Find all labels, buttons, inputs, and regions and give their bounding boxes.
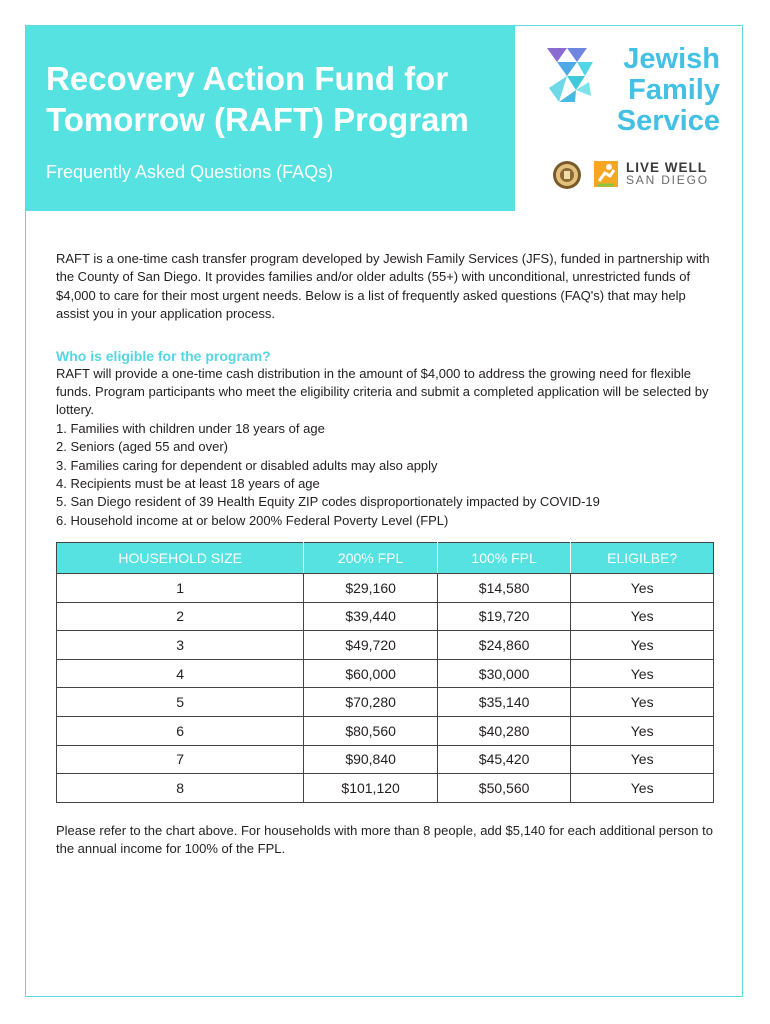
cell-eligible: Yes [571, 745, 714, 774]
criteria-item: 6. Household income at or below 200% Federal Poverty Level (FPL) [56, 512, 449, 528]
cell-200-fpl: $29,160 [304, 574, 437, 603]
cell-100-fpl: $45,420 [437, 745, 570, 774]
cell-eligible: Yes [571, 602, 714, 631]
jfs-wordmark [596, 44, 720, 137]
criteria-item: 4. Recipients must be at least 18 years of age [56, 476, 320, 492]
cell-100-fpl: $50,560 [437, 774, 570, 803]
cell-eligible: Yes [571, 659, 714, 688]
cell-100-fpl: $35,140 [437, 688, 570, 717]
cell-200-fpl: $60,000 [304, 659, 437, 688]
table-row [57, 659, 714, 688]
cell-100-fpl: $14,580 [437, 574, 570, 603]
cell-eligible: Yes [571, 774, 714, 803]
footer-note: Please refer to the chart above. For households with more than 8 people, add $5,140 for each additional person to the annual income for 100% of the FPL. [56, 823, 713, 857]
cell-100-fpl: $40,280 [437, 716, 570, 745]
eligibility-body: RAFT will provide a one-time cash distribution in the amount of $4,000 to address the growing need for flexible funds. Program participants who meet the eligibility criteria and submit a completed application will be selected by lottery. [56, 365, 709, 418]
cell-household-size: 8 [57, 774, 304, 803]
cell-200-fpl: $39,440 [304, 602, 437, 631]
table-row [57, 574, 714, 603]
header-200-fpl: 200% FPL [304, 543, 437, 574]
cell-eligible: Yes [571, 716, 714, 745]
table-row [57, 631, 714, 660]
table-row [57, 774, 714, 803]
eligibility-heading: Who is eligible for the program? [56, 347, 271, 364]
jfs-logo-icon [545, 46, 595, 104]
cell-household-size: 2 [57, 602, 304, 631]
live-well-line2: SAN DIEGO [626, 173, 709, 187]
cell-200-fpl: $90,840 [304, 745, 437, 774]
cell-200-fpl: $70,280 [304, 688, 437, 717]
cell-100-fpl: $30,000 [437, 659, 570, 688]
page-title: Recovery Action Fund for Tomorrow (RAFT) Program [46, 60, 469, 138]
header-eligible: ELIGILBE? [571, 543, 714, 574]
cell-200-fpl: $49,720 [304, 631, 437, 660]
cell-eligible: Yes [571, 631, 714, 660]
criteria-item: 2. Seniors (aged 55 and over) [56, 439, 228, 455]
cell-eligible: Yes [571, 574, 714, 603]
table-row [57, 716, 714, 745]
fpl-table [56, 542, 714, 803]
intro-paragraph: RAFT is a one-time cash transfer program developed by Jewish Family Services (JFS), funded in partnership with the County of San Diego. It provides families and/or older adults (55+) with unconditional, unrestricted funds of $4,000 to care for their most urgent needs. Below is a list of frequently asked questions (FAQ's) that may help assist you in your application process. [56, 251, 710, 322]
header-100-fpl: 100% FPL [437, 543, 570, 574]
eligibility-criteria-list [56, 420, 721, 530]
jfs-wordmark-line: Jewish [623, 43, 720, 75]
jfs-wordmark-line: Service [616, 105, 720, 137]
header-household-size: HOUSEHOLD SIZE [57, 543, 304, 574]
criteria-item: 5. San Diego resident of 39 Health Equity ZIP codes disproportionately impacted by COVID-19 [56, 494, 600, 510]
cell-eligible: Yes [571, 688, 714, 717]
cell-100-fpl: $19,720 [437, 602, 570, 631]
table-header-row [57, 543, 714, 574]
live-well-wordmark [626, 161, 709, 187]
jfs-wordmark-line: Family [628, 74, 720, 106]
live-well-line1: LIVE WELL [626, 160, 707, 175]
cell-household-size: 7 [57, 745, 304, 774]
cell-household-size: 3 [57, 631, 304, 660]
county-seal-icon [552, 160, 582, 190]
table-row [57, 602, 714, 631]
faq-content [56, 250, 721, 530]
live-well-logo-icon [594, 161, 618, 187]
cell-household-size: 4 [57, 659, 304, 688]
table-row [57, 745, 714, 774]
table-row [57, 688, 714, 717]
cell-100-fpl: $24,860 [437, 631, 570, 660]
cell-household-size: 5 [57, 688, 304, 717]
criteria-item: 3. Families caring for dependent or disabled adults may also apply [56, 457, 438, 473]
criteria-item: 1. Families with children under 18 years of age [56, 420, 325, 436]
cell-household-size: 1 [57, 574, 304, 603]
cell-200-fpl: $80,560 [304, 716, 437, 745]
cell-household-size: 6 [57, 716, 304, 745]
cell-200-fpl: $101,120 [304, 774, 437, 803]
page-subtitle: Frequently Asked Questions (FAQs) [46, 162, 334, 182]
